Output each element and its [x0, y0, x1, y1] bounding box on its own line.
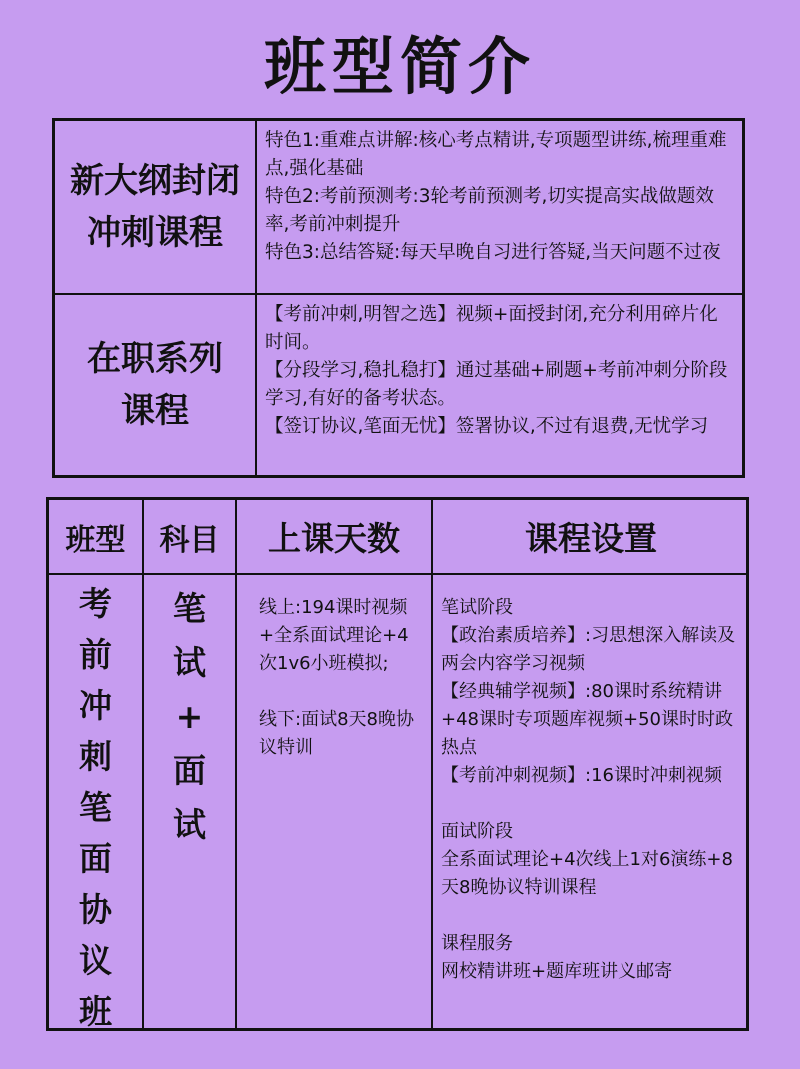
page-title: 班型简介 [263, 30, 536, 103]
class-type-char: 议 [79, 941, 112, 980]
subject-char: + [175, 697, 204, 736]
setup-line: 【政治素质培养】:习思想深入解读及两会内容学习视频 [441, 625, 736, 674]
feature-text: 【考前冲刺,明智之选】视频+面授封闭,充分利用碎片化时间。 [265, 304, 718, 353]
course-intro-table [52, 118, 745, 478]
subject-char: 试 [173, 643, 206, 682]
setup-line: 【经典辅学视频】:80课时系统精讲+48课时专项题库视频+50课时时政热点 [441, 681, 733, 758]
feature-text: 特色3:总结答疑:每天早晚自习进行答疑,当天问题不过夜 [265, 242, 721, 263]
feature-text: 特色1:重难点讲解:核心考点精讲,专项题型讲练,梳理重难点,强化基础 [265, 130, 727, 179]
course-row-in-service [55, 295, 742, 475]
days-offline: 线下:面试8天8晚协议特训 [259, 709, 414, 758]
class-type-char: 刺 [79, 737, 112, 776]
course-name-cell [55, 121, 257, 293]
subject-char: 笔 [173, 589, 206, 628]
course-details-cell [265, 127, 734, 267]
column-divider [431, 500, 433, 1028]
header-subject: 科目 [159, 522, 220, 558]
class-type-char: 协 [79, 890, 112, 929]
setup-line: 面试阶段 [441, 821, 513, 842]
header-setup: 课程设置 [525, 519, 657, 558]
class-type-char: 笔 [79, 788, 112, 827]
class-schedule-table [46, 497, 749, 1031]
setup-line: 笔试阶段 [441, 597, 513, 618]
setup-line: 【考前冲刺视频】:16课时冲刺视频 [441, 765, 722, 786]
course-name-line: 课程 [121, 391, 189, 431]
setup-spacer [441, 790, 747, 818]
class-type-char: 冲 [79, 686, 112, 725]
feature-text: 特色2:考前预测考:3轮考前预测考,切实提高实战做题效率,考前冲刺提升 [265, 186, 714, 235]
setup-line: 全系面试理论+4次线上1对6演练+8天8晚协议特训课程 [441, 849, 733, 898]
subject-char: 面 [173, 751, 206, 790]
setup-line: 网校精讲班+题库班讲义邮寄 [441, 961, 673, 982]
course-name-line: 在职系列 [87, 339, 223, 379]
subject-vertical [144, 582, 235, 852]
course-name-line: 冲刺课程 [87, 213, 223, 253]
header-days: 上课天数 [268, 519, 400, 558]
course-row-closed-sprint [55, 121, 742, 295]
course-details-cell [265, 301, 734, 441]
header-divider [49, 573, 746, 575]
feature-text: 【分段学习,稳扎稳打】通过基础+刷题+考前冲刺分阶段学习,有好的备考状态。 [265, 360, 728, 409]
feature-text: 【签订协议,笔面无忧】签署协议,不过有退费,无忧学习 [265, 416, 709, 437]
setup-spacer [441, 902, 747, 930]
class-type-char: 前 [79, 635, 112, 674]
subject-char: 试 [173, 805, 206, 844]
column-divider [235, 500, 237, 1028]
header-class-type: 班型 [65, 522, 126, 558]
class-type-vertical [49, 578, 142, 1037]
days-online: 线上:194课时视频+全系面试理论+4次1v6小班模拟; [259, 597, 409, 674]
course-name-line: 新大纲封闭 [70, 161, 240, 201]
class-type-char: 面 [79, 839, 112, 878]
course-name-cell [55, 295, 257, 475]
class-type-char: 班 [79, 992, 112, 1031]
days-cell [259, 594, 419, 762]
class-type-char: 考 [79, 584, 112, 623]
setup-cell [441, 594, 747, 986]
setup-line: 课程服务 [441, 933, 513, 954]
